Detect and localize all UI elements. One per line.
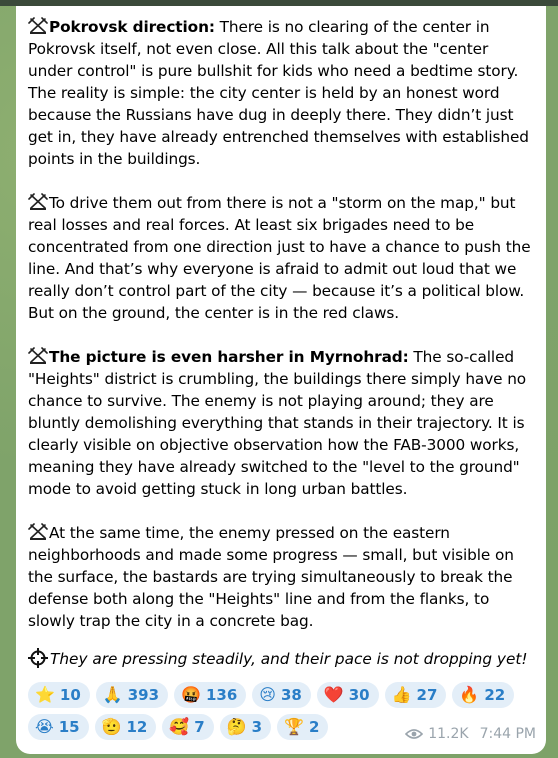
message-paragraph xyxy=(28,522,534,632)
paragraph-heading: Pokrovsk direction: xyxy=(49,18,215,36)
reaction-salute[interactable] xyxy=(95,714,157,740)
reaction-count: 22 xyxy=(484,686,506,704)
heart-icon: ❤️ xyxy=(323,685,344,704)
reaction-fire[interactable] xyxy=(452,682,514,708)
paragraph-text: There is no clearing of the center in Pokrovsk itself, not even close. All this talk about the "center under control" is pure bullshit for kids who need a bedtime story. The reality is simple: the city center is held by an honest word because the Russians have dug in deeply there. They didn’t just get in, they have already entrenched themselves with established points in the buildings. xyxy=(28,18,529,168)
reaction-thumbs-up[interactable] xyxy=(385,682,447,708)
reaction-thinking[interactable] xyxy=(220,714,271,740)
reaction-count: 3 xyxy=(251,718,263,736)
reaction-star[interactable] xyxy=(28,682,90,708)
reaction-count: 136 xyxy=(205,686,238,704)
trophy-icon: 🏆 xyxy=(284,717,305,736)
reaction-count: 7 xyxy=(194,718,205,736)
love-face-icon: 🥰 xyxy=(169,717,190,736)
crossed-swords-icon xyxy=(28,347,48,365)
message-meta xyxy=(405,726,536,742)
crying-face-icon: 😭 xyxy=(35,717,54,736)
reaction-trophy[interactable] xyxy=(277,714,328,740)
salute-icon: 🫡 xyxy=(101,717,122,736)
reaction-count: 15 xyxy=(58,718,80,736)
reaction-count: 393 xyxy=(127,686,160,704)
reaction-pray[interactable] xyxy=(96,682,168,708)
reaction-count: 2 xyxy=(309,718,320,736)
thinking-face-icon: 🤔 xyxy=(226,717,247,736)
message-paragraph xyxy=(28,16,534,170)
reactions-row xyxy=(28,682,534,708)
reaction-count: 38 xyxy=(280,686,302,704)
paragraph-heading: The picture is even harsher in Myrnohrad: xyxy=(49,348,409,366)
message-bubble[interactable] xyxy=(16,6,546,754)
sad-face-icon: 😢 xyxy=(259,685,276,704)
message-paragraph xyxy=(28,346,534,500)
crossed-swords-icon xyxy=(28,523,48,541)
eye-icon xyxy=(405,728,423,740)
reaction-count: 30 xyxy=(348,686,370,704)
fire-icon: 🔥 xyxy=(459,685,480,704)
crossed-swords-icon xyxy=(28,193,48,211)
paragraph-text: To drive them out from there is not a "storm on the map," but real losses and real forces. At least six brigades need to be concentrated from one direction just to have a chance to push the line. And that’s why everyone is afraid to admit out loud that we really don’t control part of the city — because it’s a political blow. But on the ground, the center is in the red claws. xyxy=(28,194,531,322)
thumbs-up-icon: 👍 xyxy=(391,685,412,704)
view-count: 11.2K xyxy=(428,726,469,742)
reaction-sad[interactable] xyxy=(252,682,311,708)
closing-line xyxy=(28,648,534,670)
reaction-count: 27 xyxy=(416,686,438,704)
reaction-angry[interactable] xyxy=(174,682,246,708)
reaction-love[interactable] xyxy=(162,714,213,740)
reaction-count: 12 xyxy=(126,718,148,736)
paragraph-text: The so-called "Heights" district is crumbling, the buildings there simply have no chance to survive. The enemy is not playing around; they are bluntly demolishing everything that stands in their trajectory. It is clearly visible on objective observation how the FAB-3000 works, meaning they have already switched to the "level to the ground" mode to avoid getting stuck in long urban battles. xyxy=(28,348,527,498)
closing-text: They are pressing steadily, and their pace is not dropping yet! xyxy=(50,650,528,668)
reaction-heart[interactable] xyxy=(317,682,379,708)
reaction-count: 10 xyxy=(59,686,81,704)
message-time: 7:44 PM xyxy=(479,726,536,742)
pray-icon: 🙏 xyxy=(102,685,123,704)
reaction-crying[interactable] xyxy=(28,714,89,740)
crosshair-icon xyxy=(28,648,48,668)
star-icon: ⭐ xyxy=(35,685,55,704)
crossed-swords-icon xyxy=(28,17,48,35)
message-paragraph xyxy=(28,192,534,324)
paragraph-text: At the same time, the enemy pressed on the eastern neighborhoods and made some progress — small, but visible on the surface, the bastards are trying simultaneously to break the defense both along the "Heights" line and from the flanks, to slowly trap the city in a concrete bag. xyxy=(28,524,514,630)
angry-face-icon: 🤬 xyxy=(181,685,201,704)
